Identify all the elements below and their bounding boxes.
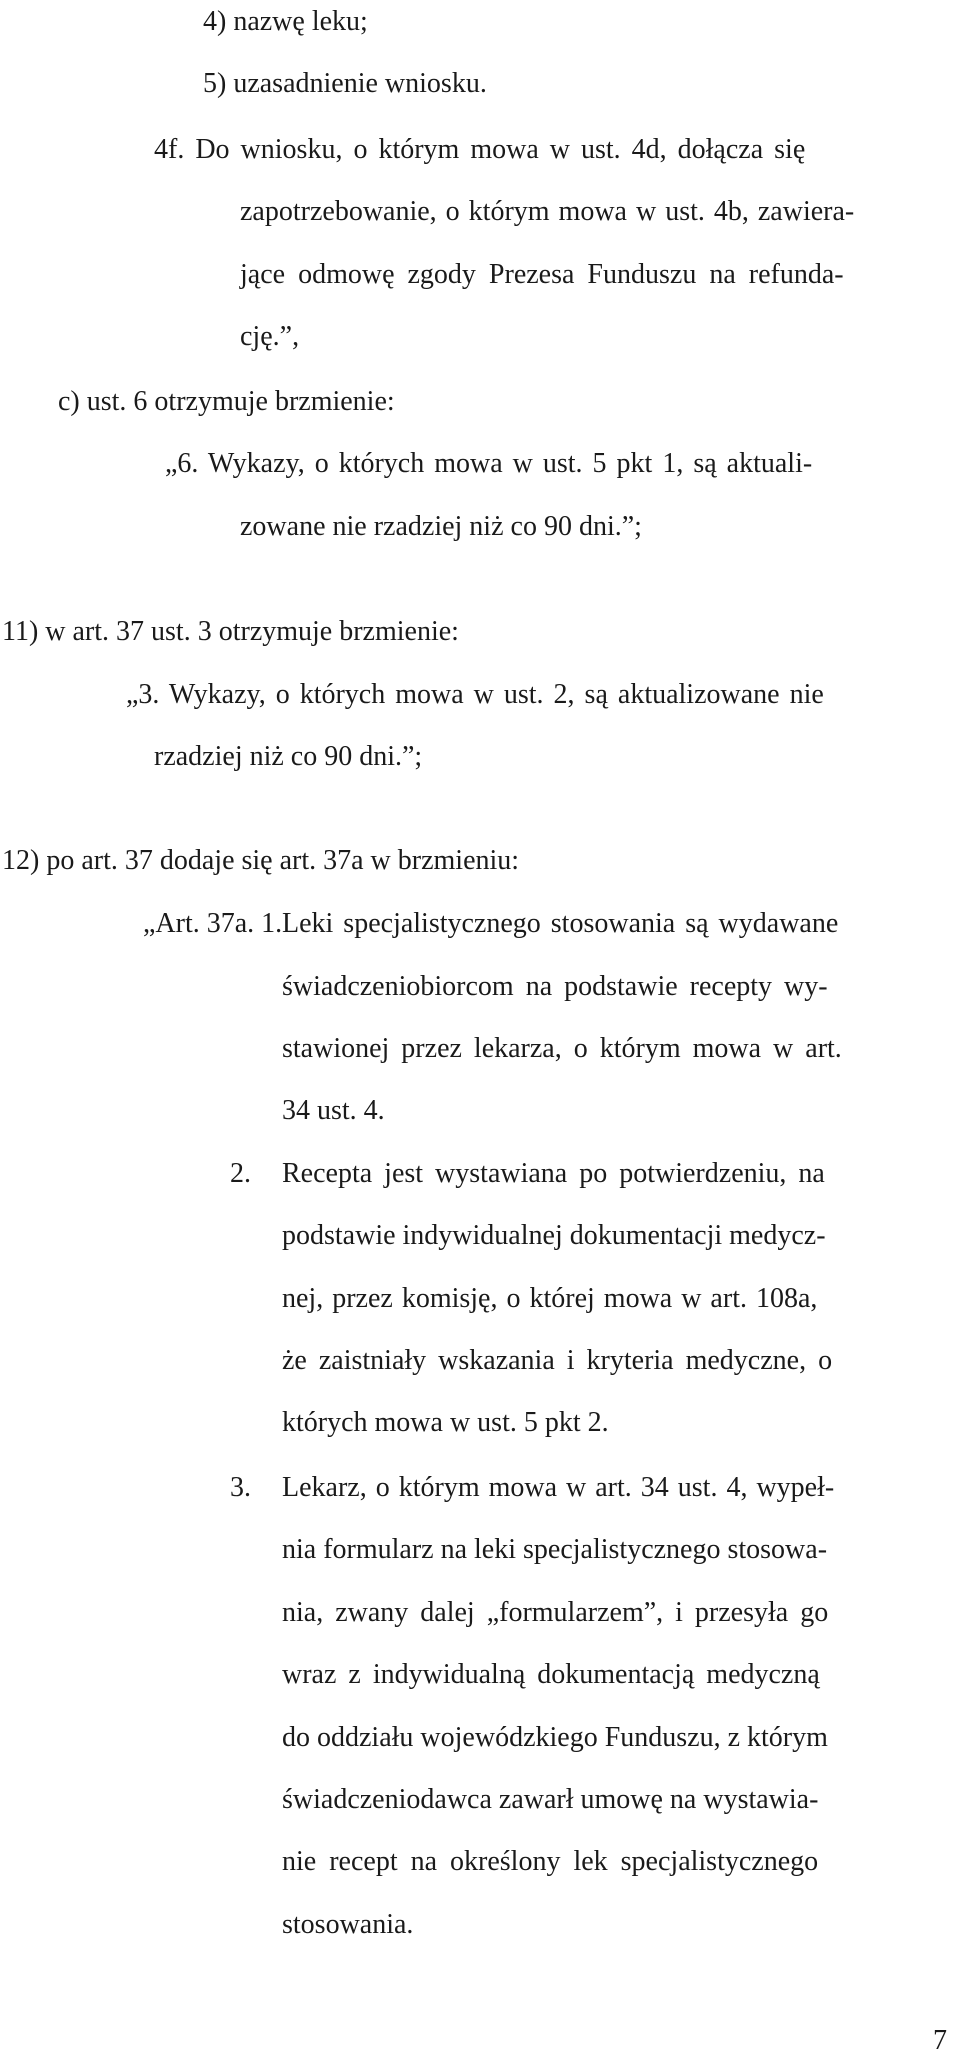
item-12: 12) po art. 37 dodaje się art. 37a w brzmieniu:: [2, 845, 520, 876]
item-c: c) ust. 6 otrzymuje brzmienie:: [58, 386, 395, 417]
paragraph-6-line-1: „6. Wykazy, o których mowa w ust. 5 pkt 1, są aktuali-: [165, 448, 813, 479]
paragraph-4f-line-3: jące odmowę zgody Prezesa Funduszu na refunda-: [240, 259, 844, 290]
list-item-4: 4) nazwę leku;: [203, 6, 368, 37]
art37a-p3-number: 3.: [230, 1472, 251, 1503]
paragraph-4f-line-2: zapotrzebowanie, o którym mowa w ust. 4b, zawiera-: [240, 196, 855, 227]
art37a-p1-line-1: Leki specjalistycznego stosowania są wydawane: [282, 908, 839, 939]
art37a-p3-line-8: stosowania.: [282, 1909, 414, 1940]
art37a-p3-line-3: nia, zwany dalej „formularzem”, i przesyła go: [282, 1597, 829, 1628]
art37a-p3-line-1: Lekarz, o którym mowa w art. 34 ust. 4, wypeł-: [282, 1472, 835, 1503]
paragraph-6-line-2: zowane nie rzadziej niż co 90 dni.”;: [240, 511, 642, 542]
art37a-p2-line-5: których mowa w ust. 5 pkt 2.: [282, 1407, 609, 1438]
paragraph-4f-line-4: cję.”,: [240, 321, 300, 352]
art37a-p2-line-3: nej, przez komisję, o której mowa w art. 108a,: [282, 1283, 818, 1314]
art37a-p3-line-2: nia formularz na leki specjalistycznego stosowa-: [282, 1534, 828, 1565]
page-number: 7: [933, 2025, 947, 2056]
art37a-p1-line-3: stawionej przez lekarza, o którym mowa w art.: [282, 1033, 842, 1064]
art37a-p2-line-4: że zaistniały wskazania i kryteria medyczne, o: [282, 1345, 833, 1376]
paragraph-3-line-2: rzadziej niż co 90 dni.”;: [154, 741, 423, 772]
art37a-p2-line-2: podstawie indywidualnej dokumentacji medycz-: [282, 1220, 826, 1251]
art37a-p1-line-2: świadczeniobiorcom na podstawie recepty wy-: [282, 971, 828, 1002]
art37a-p3-line-4: wraz z indywidualną dokumentacją medyczną: [282, 1659, 820, 1690]
art37a-p3-line-6: świadczeniodawca zawarł umowę na wystawia-: [282, 1784, 819, 1815]
art37a-p3-line-7: nie recept na określony lek specjalistycznego: [282, 1846, 819, 1877]
paragraph-4f-line-1: 4f. Do wniosku, o którym mowa w ust. 4d, dołącza się: [154, 134, 806, 165]
art37a-p1-line-4: 34 ust. 4.: [282, 1095, 385, 1126]
article-37a-label: „Art. 37a. 1.: [143, 908, 283, 939]
art37a-p2-line-1: Recepta jest wystawiana po potwierdzeniu, na: [282, 1158, 825, 1189]
art37a-p2-number: 2.: [230, 1158, 251, 1189]
item-11: 11) w art. 37 ust. 3 otrzymuje brzmienie:: [2, 616, 459, 647]
paragraph-3-line-1: „3. Wykazy, o których mowa w ust. 2, są aktualizowane nie: [126, 679, 824, 710]
art37a-p3-line-5: do oddziału wojewódzkiego Funduszu, z którym: [282, 1722, 828, 1753]
list-item-5: 5) uzasadnienie wniosku.: [203, 68, 487, 99]
